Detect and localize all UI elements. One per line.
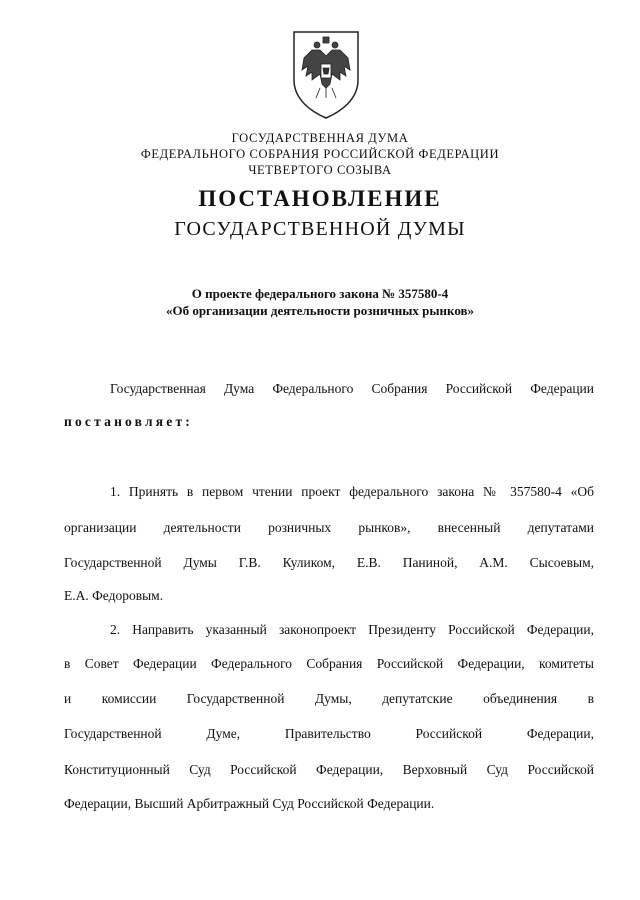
item2-line: Федерации, Высший Арбитражный Суд Российской Федерации.	[64, 796, 435, 811]
org-line-duma: ГОСУДАРСТВЕННАЯ ДУМА	[231, 131, 409, 145]
item1-line: Е.А. Федоровым.	[64, 588, 164, 603]
subject-line-1: О проекте федерального закона № 357580-4	[191, 286, 449, 301]
resolves-word: постановляет:	[64, 414, 193, 429]
org-line-assembly: ФЕДЕРАЛЬНОГО СОБРАНИЯ РОССИЙСКОЙ ФЕДЕРАЦИИ	[140, 147, 500, 161]
item1-line: 1. Принять в первом чтении проект федерального закона № 357580-4 «Об	[110, 484, 594, 499]
subject-line-2: «Об организации деятельности розничных рынков»	[165, 303, 475, 318]
item2-line: 2. Направить указанный законопроект Президенту Российской Федерации,	[110, 622, 594, 637]
item1-line: организации деятельности розничных рынков», внесенный депутатами	[64, 520, 594, 535]
item2-line: Государственной Думе, Правительство Российской Федерации,	[64, 726, 594, 741]
document-type: ПОСТАНОВЛЕНИЕ	[198, 186, 442, 211]
russian-coat-of-arms-icon	[290, 28, 362, 120]
preamble: Государственная Дума Федерального Собрания Российской Федерации	[110, 381, 594, 396]
item2-line: Конституционный Суд Российской Федерации, Верховный Суд Российской	[64, 762, 594, 777]
item1-line: Государственной Думы Г.В. Куликом, Е.В. Паниной, А.М. Сысоевым,	[64, 555, 594, 570]
item2-line: и комиссии Государственной Думы, депутатские объединения в	[64, 691, 594, 706]
document-issuer: ГОСУДАРСТВЕННОЙ ДУМЫ	[174, 218, 466, 240]
org-line-convocation: ЧЕТВЕРТОГО СОЗЫВА	[248, 163, 392, 177]
item2-line: в Совет Федерации Федерального Собрания Российской Федерации, комитеты	[64, 656, 594, 671]
